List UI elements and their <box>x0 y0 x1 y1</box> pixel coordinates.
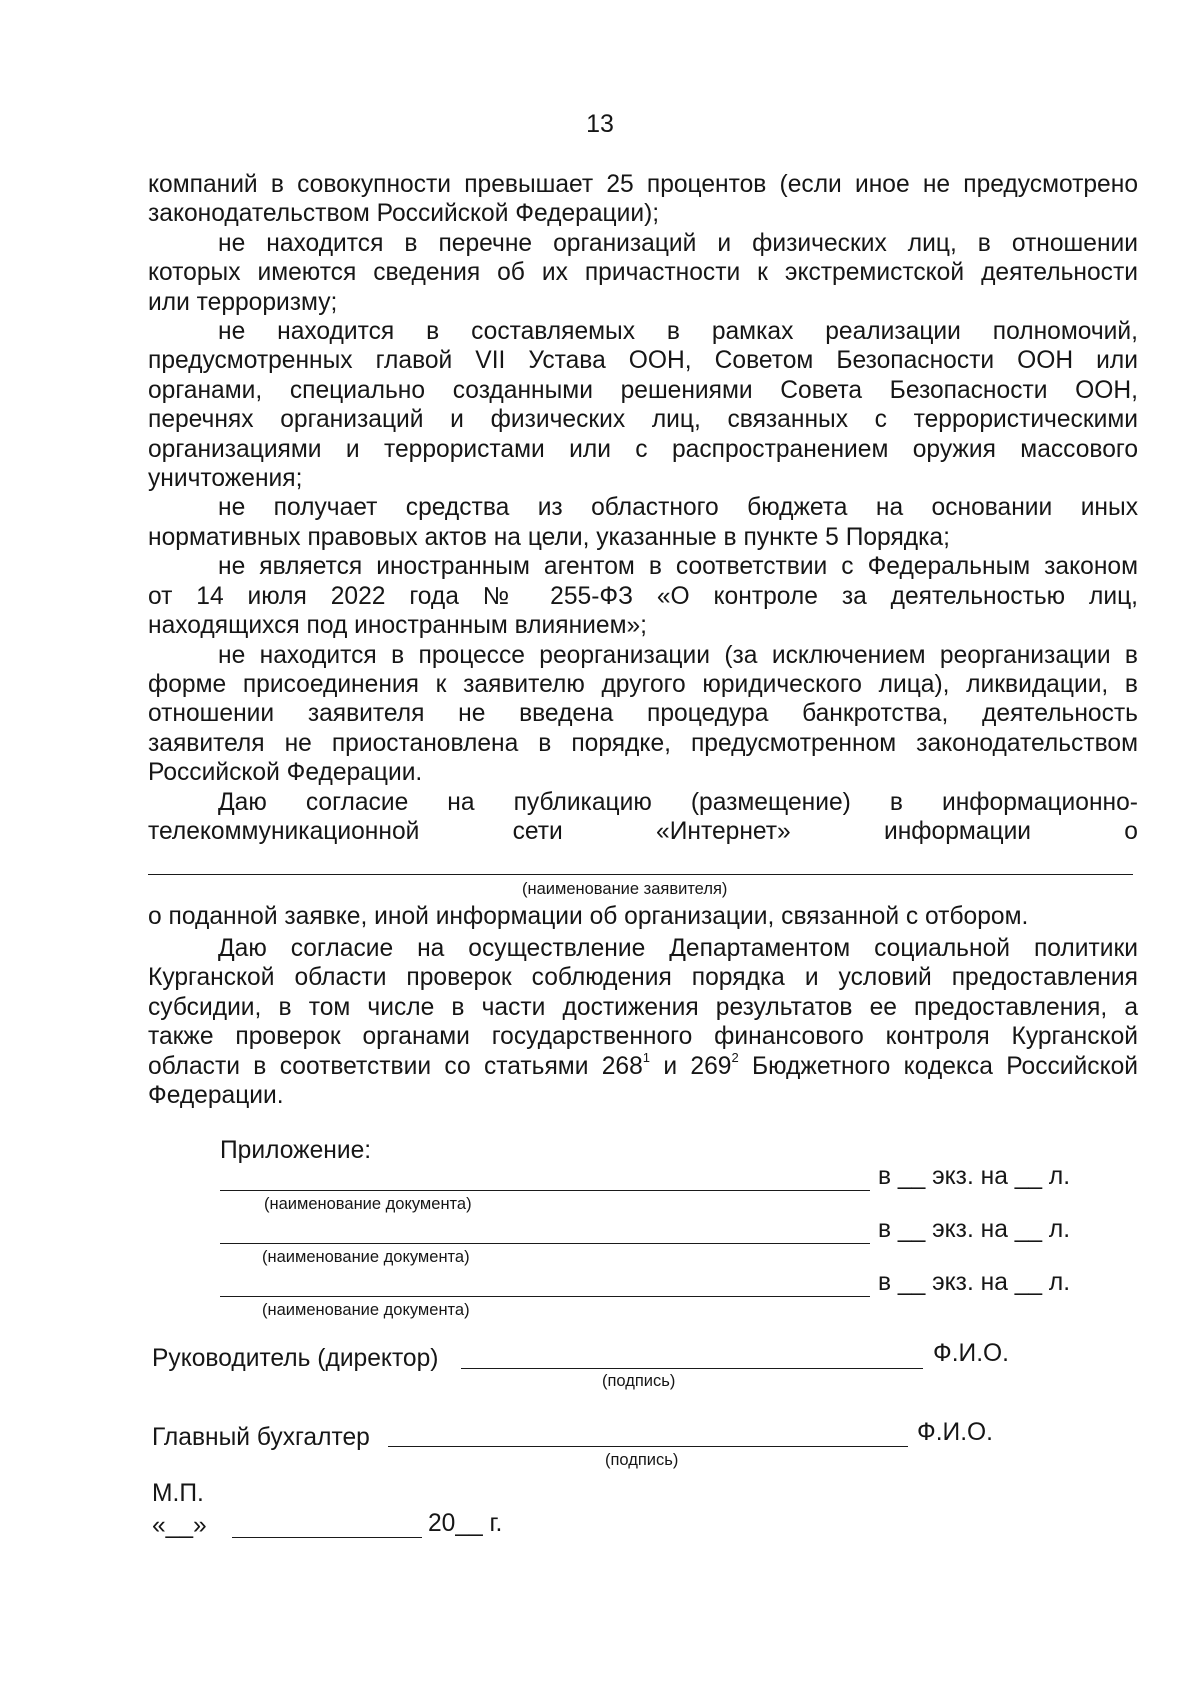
text-line: или терроризму; <box>148 288 338 316</box>
text-line: Даю согласие на осуществление Департаментом социальной политики <box>218 935 1138 962</box>
text-line: предусмотренных главой VII Устава ООН, Советом Безопасности ООН или <box>148 347 1138 375</box>
attachment-name-line[interactable] <box>220 1243 870 1244</box>
text-line: Курганской области проверок соблюдения порядка и условий предоставления <box>148 964 1138 992</box>
accountant-label: Главный бухгалтер <box>152 1424 370 1451</box>
text-line: находящихся под иностранным влиянием»; <box>148 612 647 640</box>
text-line: нормативных правовых актов на цели, указанные в пункте 5 Порядка; <box>148 523 950 551</box>
document-body <box>148 170 1138 846</box>
text-line: Российской Федерации. <box>148 759 423 787</box>
superscript: 1 <box>642 1050 651 1066</box>
text-line: также проверок органами государственного финансового контроля Курганской <box>148 1023 1138 1051</box>
page-number: 13 <box>586 110 614 138</box>
text-line: от 14 июля 2022 года № 255-ФЗ «О контроле за деятельностью лиц, <box>148 582 1138 610</box>
text-line: органами, специально созданными решениями Совета Безопасности ООН, <box>148 376 1138 404</box>
text-line: не находится в перечне организаций и физических лиц, в отношении <box>218 229 1138 257</box>
text-line: законодательством Российской Федерации); <box>148 200 660 228</box>
attachment-copies: в __ экз. на __ л. <box>878 1269 1071 1296</box>
director-signature-line[interactable] <box>461 1368 923 1369</box>
attachment-copies: в __ экз. на __ л. <box>878 1216 1071 1243</box>
text-line: которых имеются сведения об их причастности к экстремистской деятельности <box>148 259 1138 287</box>
date-month-line[interactable] <box>232 1537 422 1538</box>
attachment-name-line[interactable] <box>220 1296 870 1297</box>
text-fragment: и 269 <box>650 1052 732 1080</box>
text-line: телекоммуникационной сети «Интернет» информации о <box>148 817 1138 845</box>
text-line <box>148 1052 1138 1081</box>
text-line: не находится в процессе реорганизации (за исключением реорганизации в <box>218 641 1138 669</box>
text-line: не получает средства из областного бюджета на основании иных <box>218 494 1138 522</box>
text-line: уничтожения; <box>148 465 303 493</box>
superscript: 2 <box>731 1050 739 1066</box>
date-day: «__» <box>152 1512 207 1539</box>
director-label: Руководитель (директор) <box>152 1345 439 1372</box>
text-line: Даю согласие на публикацию (размещение) в информационно- <box>218 788 1138 816</box>
accountant-fio: Ф.И.О. <box>917 1419 994 1446</box>
attachments-title: Приложение: <box>220 1137 372 1164</box>
accountant-signature-line[interactable] <box>388 1446 908 1447</box>
text-line: перечнях организаций и физических лиц, связанных с террористическими <box>148 406 1138 434</box>
text-line: субсидии, в том числе в части достижения результатов ее предоставления, а <box>148 993 1138 1021</box>
text-line: отношении заявителя не введена процедура банкротства, деятельность <box>148 700 1138 728</box>
text-fragment: области в соответствии со статьями 268 <box>148 1052 643 1080</box>
director-fio: Ф.И.О. <box>933 1340 1010 1367</box>
attachment-caption: (наименование документа) <box>262 1301 470 1319</box>
text-line: заявителя не приостановлена в порядке, предусмотренном законодательством <box>148 729 1138 757</box>
text-line: не является иностранным агентом в соответствии с Федеральным законом <box>218 553 1138 581</box>
text-line: организациями и террористами или с распространением оружия массового <box>148 435 1138 463</box>
consent-paragraph <box>148 934 1138 1110</box>
accountant-signature-caption: (подпись) <box>605 1451 679 1469</box>
text-fragment: Бюджетного кодекса Российской <box>738 1052 1139 1080</box>
date-year: 20__ г. <box>428 1510 503 1537</box>
text-line: форме присоединения к заявителю другого юридического лица), ликвидации, в <box>148 670 1138 698</box>
director-signature-caption: (подпись) <box>602 1372 676 1390</box>
attachment-caption: (наименование документа) <box>264 1195 472 1213</box>
attachment-caption: (наименование документа) <box>262 1248 470 1266</box>
applicant-name-caption: (наименование заявителя) <box>522 880 728 898</box>
text-line: Федерации. <box>148 1082 284 1110</box>
applicant-name-line[interactable] <box>148 874 1133 875</box>
text-line: компаний в совокупности превышает 25 процентов (если иное не предусмотрено <box>148 171 1138 198</box>
attachment-name-line[interactable] <box>220 1190 870 1191</box>
attachment-copies: в __ экз. на __ л. <box>878 1163 1071 1190</box>
text-line: о поданной заявке, иной информации об организации, связанной с отбором. <box>148 903 1029 930</box>
stamp-place: М.П. <box>152 1480 204 1507</box>
text-line: не находится в составляемых в рамках реализации полномочий, <box>218 318 1138 346</box>
